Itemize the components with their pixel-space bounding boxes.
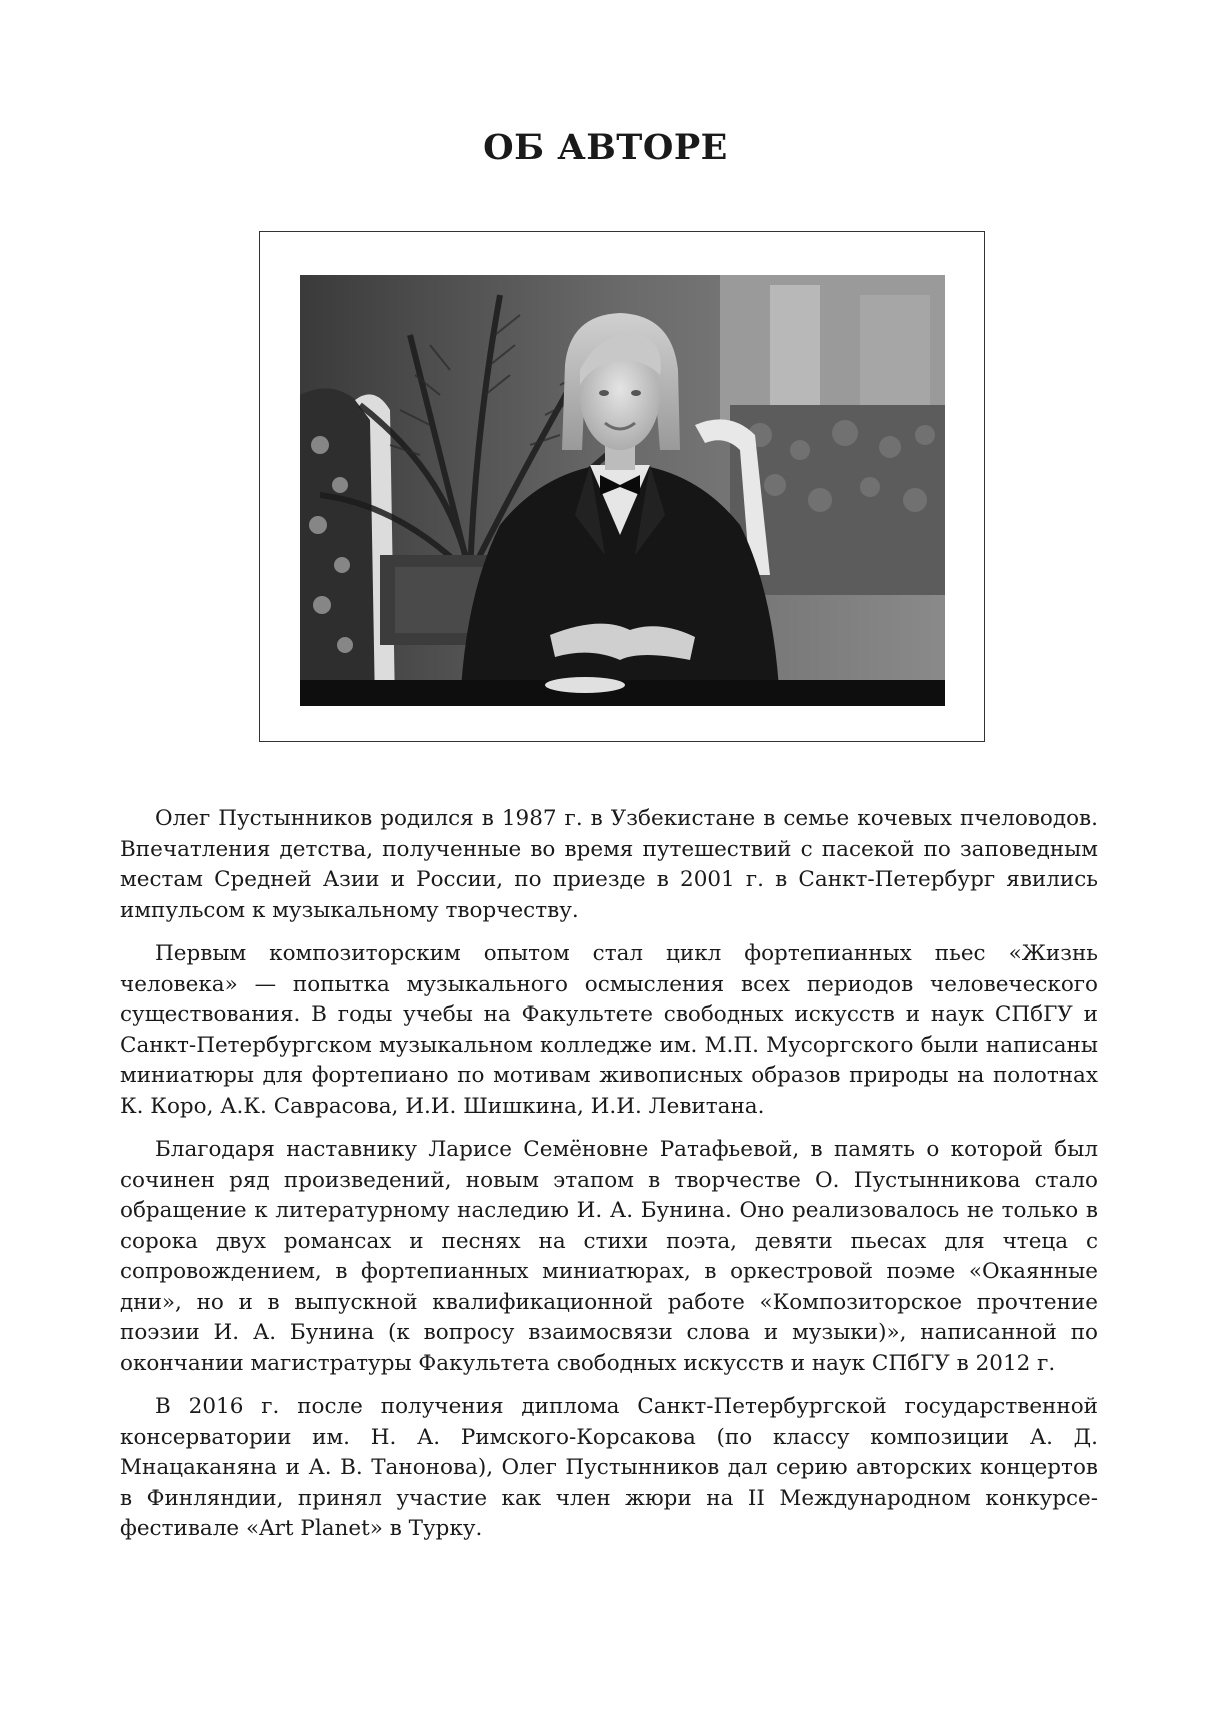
biography-text <box>120 804 1098 1558</box>
biography-paragraph-4: В 2016 г. после получения диплома Санкт-Петербургской государственной консерватории им. Н. А. Римского-Корсакова (по классу композиции А. Д. Мнацаканяна и А. В. Танонова), Олег Пустынников дал серию авторских концертов в Финляндии, принял участие как член жюри на II Международном конкурсе-фестивале «Art Planet» в Турку. <box>120 1394 1098 1541</box>
biography-paragraph-3: Благодаря наставнику Ларисе Семёновне Ратафьевой, в память о которой был сочинен ряд произведений, новым этапом в творчестве О. Пустынникова стало обращение к литературному наследию И. А. Бунина. Оно реализовалось не только в сорока двух романсах и песнях на стихи поэта, девяти пьесах для чтеца с сопровождением, в фортепианных миниатюрах, в оркестровой поэме «Окаянные дни», но и в выпускной квалификационной работе «Композиторское прочтение поэзии И. А. Бунина (к вопросу взаимосвязи слова и музыки)», написанной по окончании магистратуры Факультета свободных искусств и наук СПбГУ в 2012 г. <box>120 1137 1098 1376</box>
author-photo <box>300 275 945 706</box>
page-title: ОБ АВТОРЕ <box>483 127 728 168</box>
biography-paragraph-1: Олег Пустынников родился в 1987 г. в Узбекистане в семье кочевых пчеловодов. Впечатления детства, полученные во время путешествий с пасекой по заповедным местам Средней Азии и России, по приезде в 2001 г. в Санкт-Петербург явились импульсом к музыкальному творчеству. <box>120 806 1098 923</box>
biography-paragraph-2: Первым композиторским опытом стал цикл фортепианных пьес «Жизнь человека» — попытка музыкального осмысления всех периодов человеческого существования. В годы учебы на Факультете свободных искусств и наук СПбГУ и Санкт-Петербургском музыкальном колледже им. М.П. Мусоргского были написаны миниатюры для фортепиано по мотивам живописных образов природы на полотнах К. Коро, А.К. Саврасова, И.И. Шишкина, И.И. Левитана. <box>120 941 1098 1119</box>
author-photo-illustration <box>300 275 945 706</box>
photo-frame <box>259 231 985 742</box>
